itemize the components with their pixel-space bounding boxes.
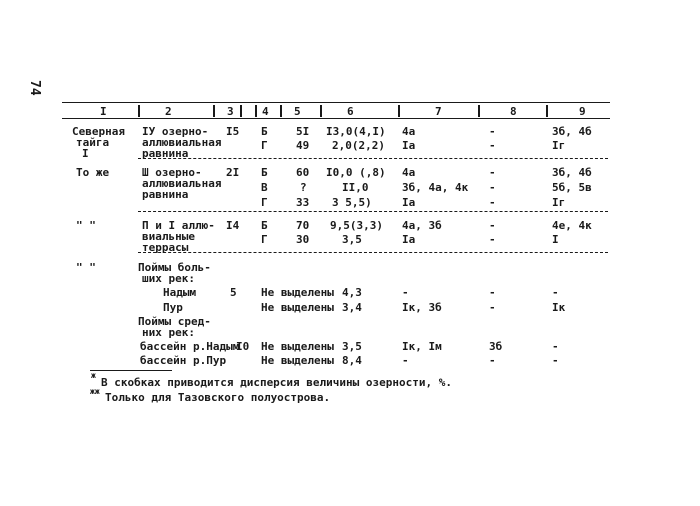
cell-col-8: - [489,125,496,138]
cell-col-8: - [489,354,496,367]
cell-col-4: Г [261,233,268,246]
cell-col-7: Iк, 3б [402,301,442,314]
header-col-3: 3 [227,105,234,118]
cell-col-4: Не выделены [261,286,334,299]
cell-col-5: 70 [296,219,310,232]
ditto-mark: " " [76,219,96,232]
cell-col-4: Не выделены [261,340,334,353]
cell-col-3: I0 [236,340,250,353]
cell-col-6: 9,5(3,3) [330,219,383,232]
header-col-5: 5 [294,105,301,118]
cell-col-7: 4а [402,125,416,138]
cell-col-9: Iг [552,139,566,152]
cell-col-6: 3,4 [342,301,362,314]
footnote-rule [90,370,172,371]
basin-name: бассейн р.Пур [140,354,227,367]
region-label: I [82,147,89,160]
basin-name: бассейн р.Надым [140,340,240,353]
cell-col-7: 3б, 4а, 4к [402,181,469,194]
footnote-mark: ж [91,371,96,380]
column-separator [280,105,282,117]
cell-col-9: 3б, 4б [552,125,592,138]
cell-col-7: 4а, 3б [402,219,442,232]
cell-col-7: Iа [402,139,416,152]
cell-col-6: 3 5,5) [332,196,372,209]
mid-rivers-label: них рек: [142,326,195,339]
cell-col-7: Iа [402,196,416,209]
cell-col-8: - [489,196,496,209]
cell-col-5: ? [300,181,307,194]
cell-col-5: 5I [296,125,310,138]
big-rivers-label: Поймы боль- [138,261,211,274]
region-label: Северная [72,125,125,138]
page-number: 74 [27,80,42,96]
cell-col-4: Не выделены [261,301,334,314]
cell-col-3: 2I [226,166,240,179]
header-col-6: 6 [347,105,354,118]
cell-col-6: I0,0 (,8) [326,166,386,179]
footnote-text: Только для Тазовского полуострова. [105,391,331,404]
cell-col-7: 4а [402,166,416,179]
header-top-rule [62,102,610,103]
cell-col-5: 33 [296,196,310,209]
header-col-8: 8 [510,105,517,118]
cell-col-5: 30 [296,233,310,246]
cell-col-6: 4,3 [342,286,362,299]
big-rivers-label: ших рек: [142,272,195,285]
cell-col-6: 2,0(2,2) [332,139,385,152]
column-separator [546,105,548,117]
ditto-mark: " " [76,261,96,274]
cell-col-4: Не выделены [261,354,334,367]
cell-col-9: - [552,354,559,367]
cell-col-4: Б [261,125,268,138]
column-separator [255,105,257,117]
row-divider [138,211,608,212]
column-separator [478,105,480,117]
header-bottom-rule [62,118,610,119]
cell-col-8: - [489,139,496,152]
cell-col-9: 5б, 5в [552,181,592,194]
landscape-type: аллювиальная [142,136,222,149]
landscape-type: террасы [142,241,189,254]
cell-col-6: 8,4 [342,354,362,367]
header-col-1: I [100,105,107,118]
landscape-type: равнина [142,188,189,201]
cell-col-9: - [552,286,559,299]
cell-col-8: - [489,286,496,299]
header-col-9: 9 [579,105,586,118]
landscape-type: П и I аллю- [142,219,215,232]
cell-col-8: - [489,301,496,314]
cell-col-6: 3,5 [342,233,362,246]
landscape-type: равнина [142,147,189,160]
cell-col-9: - [552,340,559,353]
region-label: То же [76,166,110,179]
cell-col-5: 49 [296,139,310,152]
cell-col-6: 3,5 [342,340,362,353]
cell-col-7: - [402,354,409,367]
cell-col-5: 60 [296,166,310,179]
cell-col-8: - [489,233,496,246]
column-separator [398,105,400,117]
cell-col-3: I5 [226,125,240,138]
cell-col-9: Iк [552,301,566,314]
cell-col-9: I [552,233,559,246]
footnote-mark: жж [90,387,100,396]
cell-col-9: Iг [552,196,566,209]
cell-col-7: Iк, Iм [402,340,442,353]
row-divider [138,158,608,159]
cell-col-4: В [261,181,268,194]
cell-col-7: - [402,286,409,299]
row-divider [138,252,608,253]
column-separator [320,105,322,117]
region-label: тайга [76,136,110,149]
cell-col-4: Б [261,166,268,179]
cell-col-7: Iа [402,233,416,246]
cell-col-8: - [489,181,496,194]
header-col-4: 4 [262,105,269,118]
cell-col-4: Б [261,219,268,232]
cell-col-4: Г [261,139,268,152]
landscape-type: IУ озерно- [142,125,209,138]
landscape-type: аллювиальная [142,177,222,190]
footnote-text: В скобках приводится дисперсия величины озерности, %. [101,376,452,389]
cell-col-8: - [489,219,496,232]
column-separator [138,105,140,117]
header-col-7: 7 [435,105,442,118]
header-col-2: 2 [165,105,172,118]
cell-col-6: II,0 [342,181,369,194]
cell-col-3: I4 [226,219,240,232]
river-name: Пур [163,301,183,314]
column-separator [240,105,242,117]
cell-col-8: - [489,166,496,179]
cell-col-9: 4е, 4к [552,219,592,232]
landscape-type: виальные [142,230,195,243]
mid-rivers-label: Поймы сред- [138,315,211,328]
landscape-type: Ш озерно- [142,166,202,179]
river-name: Надым [163,286,197,299]
cell-col-6: I3,0(4,I) [326,125,386,138]
column-separator [213,105,215,117]
cell-col-4: Г [261,196,268,209]
cell-col-3: 5 [230,286,237,299]
cell-col-8: 3б [489,340,503,353]
cell-col-9: 3б, 4б [552,166,592,179]
